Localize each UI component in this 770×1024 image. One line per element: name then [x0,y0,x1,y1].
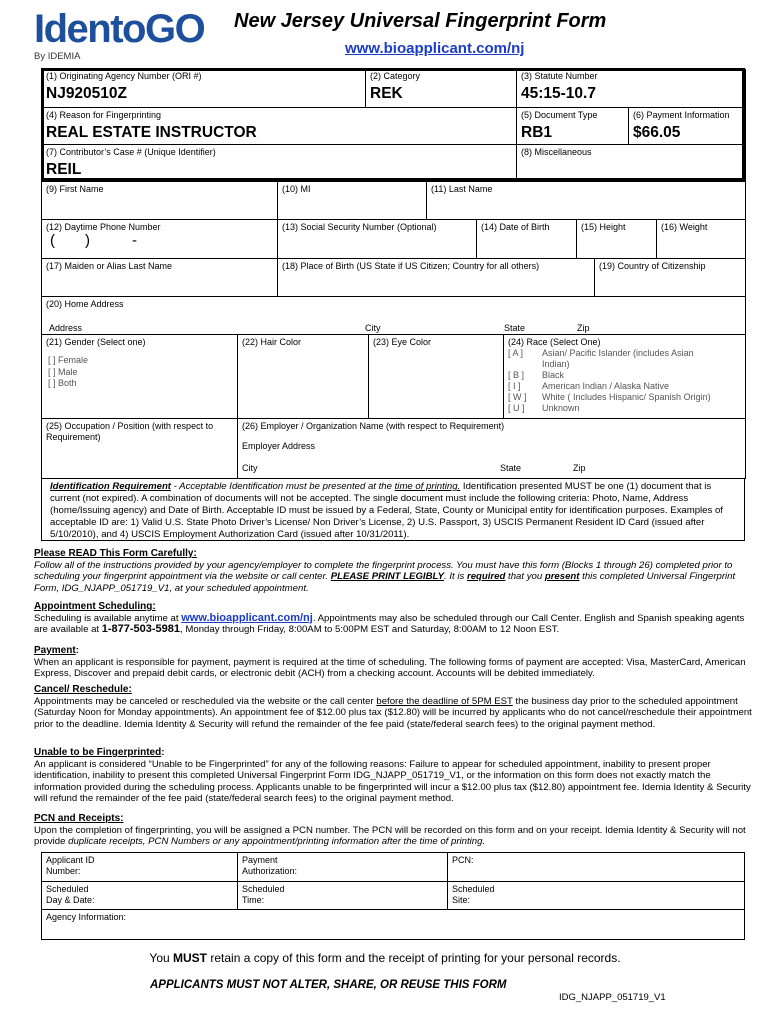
case-number-label: (7) Contributor’s Case # (Unique Identifier) [46,147,216,157]
form-title: New Jersey Universal Fingerprint Form [234,10,607,32]
mi-label: (10) MI [282,184,311,194]
citizenship-field[interactable] [595,259,746,297]
unable-section: Unable to be Fingerprinted: An applicant is considered “Unable to be Fingerprinted” for any of the following reasons: Failure to appear for scheduled appointment, inability to present proper identification, inability to present this completed Universal Fingerprint Form IDG_NJAPP_051719_V1, or the information on this form does not exactly match the information provided during the scheduling process. Applicants unable to be fingerprinted will incur a $12.00 plus tax ($12.80) appointment fee. Idemia Identity & Security will refund the remainder of the fee paid (state/federal search fees) to the original payment method. [34,747,751,804]
employer-city-label: City [242,463,258,473]
pcn-text-1: Upon the completion of fingerprinting, you will be assigned a PCN number. The PCN will be recorded on this form and on your receipt. Idemia Identity & Security will not provide [34,824,746,847]
pcn-heading: PCN and Receipts: [34,813,124,824]
payment-info-label: (6) Payment Information [633,110,730,120]
payment-auth-cell[interactable]: Payment Authorization: [238,853,448,882]
hair-color-field[interactable] [238,335,369,419]
unable-text: An applicant is considered “Unable to be Fingerprinted” for any of the following reasons: Failure to appear for scheduled appointment, inability to present proper identification, inability to present this completed Universal Fingerprint Form IDG_NJAPP_051719_V1, or the information on this form does not exactly match the information provided during the scheduling process. Applicants unable to be fingerprinted will incur a $12.00 plus tax ($12.80) appointment fee. Idemia Identity & Security will refund the remainder of the fee paid (state/federal search fees) to the original payment method. [34,758,751,804]
id-requirement-text-2: Identification presented MUST be one (1) document that is current (not expired). A combination of documents will not be accepted. The single document must include the following criteria: Photo, Name, Address (home/Issuing agency) and Date of Birth. Acceptable ID must be issued by a Federal, State, County or Municipal entity for identification purposes. Examples of acceptable ID are: 1) Valid U.S. State Photo Driver’s License/ Non Driver’s License, 2) U.S. Passport, 3) USCIS Permanent Resident ID Card (issued after 5/10/2010), and 4) USCIS Employment Authorization Card (issued after 10/31/2011). [50,481,723,540]
race-option-american-indian[interactable]: [ I ] American Indian / Alaska Native [508,381,670,391]
read-carefully-text-1: Follow all of the instructions provided by your agency/employer to complete the fingerprint process. You must have this form (Blocks 1 through 26) completed prior to scheduling your fingerprint appointment via the website or call center. [34,559,733,582]
cancel-deadline: before the deadline of 5PM EST [376,695,513,707]
first-name-field[interactable] [42,182,278,220]
logo-by-line: By IDEMIA [34,51,81,62]
case-number-value: REIL [46,161,82,178]
office-use-table [41,852,745,940]
appointment-section [34,601,752,636]
employer-state-label: State [500,463,522,473]
doc-type-value: RB1 [521,124,553,141]
gender-option-female[interactable]: [ ] Female [48,355,89,365]
id-requirement-text-1: - Acceptable Identification must be presented at the [171,481,395,492]
doc-type-field [517,108,629,145]
gender-option-male[interactable]: [ ] Male [48,366,78,377]
employer-label: (26) Employer / Organization Name (with respect to Requirement) [242,421,505,431]
maiden-name-field[interactable] [42,259,278,297]
scheduled-site-cell[interactable]: Scheduled Site: [448,882,744,910]
weight-label: (16) Weight [661,222,708,232]
agency-info-cell[interactable]: Agency Information: [46,912,127,922]
employer-address-label: Employer Address [242,441,316,451]
dob-label: (14) Date of Birth [481,222,550,232]
last-name-field[interactable] [427,182,746,220]
race-option-asian-cont: Indian) [542,359,570,369]
identogo-logo [34,8,214,63]
height-field[interactable] [577,220,657,259]
applicant-id-cell[interactable]: Applicant ID Number: [42,853,238,882]
birth-place-field[interactable] [278,259,595,297]
race-option-unknown[interactable]: [ U ] Unknown [508,403,580,413]
read-carefully-text-2: . It is [444,571,467,582]
cancel-text-1: Appointments may be canceled or rescheduled via the website or the call center [34,695,377,707]
employer-field[interactable] [238,419,746,479]
home-address-field[interactable] [42,297,746,335]
no-alter-notice: APPLICANTS MUST NOT ALTER, SHARE, OR REUSE THIS FORM [150,979,507,991]
weight-field[interactable] [657,220,746,259]
header-url-link[interactable]: www.bioapplicant.com/nj [345,40,525,57]
race-option-white[interactable]: [ W ] White ( Includes Hispanic/ Spanish Origin) [508,392,711,402]
employer-zip-label: Zip [573,463,586,473]
last-name-label: (11) Last Name [431,184,493,194]
occupation-field[interactable] [42,419,238,479]
phone-open-paren: ( [50,232,55,249]
appointment-text-3: , Monday through Friday, 8:00AM to 5:00PM EST and Saturday, 8:00AM to 12 Noon EST. [180,624,560,635]
id-requirement-box [41,478,745,541]
statute-value: 45:15-10.7 [521,85,596,102]
call-center-phone: 1-877-503-5981 [101,623,181,635]
cancel-section [34,684,752,730]
gender-label: (21) Gender (Select one) [46,337,146,347]
mi-field[interactable] [278,182,427,220]
maiden-name-label: (17) Maiden or Alias Last Name [46,261,173,271]
pcn-section [34,813,752,848]
citizenship-label: (19) Country of Citizenship [599,261,706,271]
occupation-label: (25) Occupation / Position (with respect to Requirement) [46,421,214,442]
applicant-info-box [41,181,745,478]
reason-value: REAL ESTATE INSTRUCTOR [46,124,257,141]
address-sublabel: Address [49,323,83,333]
first-name-label: (9) First Name [46,184,104,194]
payment-info-value: $66.05 [633,124,681,141]
appointment-text-1: Scheduling is available anytime at [34,612,182,624]
eye-color-label: (23) Eye Color [373,337,432,347]
city-sublabel: City [365,323,381,333]
phone-dash: - [132,232,137,249]
phone-field[interactable] [42,220,278,259]
read-carefully-text-3: that you [505,571,545,582]
hair-color-label: (22) Hair Color [242,337,302,347]
ori-value: NJ920510Z [46,85,128,102]
reason-label: (4) Reason for Fingerprinting [46,110,162,120]
appointment-text-2: . Appointments may also be scheduled through our Call Center. English and Spanish speaking agents are available at [34,612,745,635]
gender-option-both[interactable]: [ ] Both [48,378,77,388]
home-address-label: (20) Home Address [46,299,124,309]
misc-field [517,145,746,182]
retain-copy-notice: You MUST retain a copy of this form and the receipt of printing for your personal records. [149,951,621,965]
appointment-link[interactable]: www.bioapplicant.com/nj [181,611,313,624]
gender-field [42,335,238,419]
id-requirement-time: time of printing. [394,481,461,492]
category-label: (2) Category [370,71,421,81]
race-label: (24) Race (Select One) [508,337,601,347]
read-carefully-section [34,548,752,594]
category-value: REK [370,85,403,102]
pcn-cell[interactable]: PCN: [448,853,744,882]
agency-info-box [41,68,745,181]
category-field [366,69,517,108]
logo-text: IdentoGO [34,7,205,51]
reason-field [42,108,517,145]
id-requirement-heading: Identification Requirement [50,481,171,492]
scheduled-day-cell[interactable]: Scheduled Day & Date: [42,882,238,910]
eye-color-field[interactable] [369,335,504,419]
phone-label: (12) Daytime Phone Number [46,222,161,232]
height-label: (15) Height [581,222,626,232]
birth-place-label: (18) Place of Birth (US State if US Citizen; Country for all others) [282,261,540,271]
phone-close-paren: ) [85,232,90,249]
payment-section: Payment: When an applicant is responsible for payment, payment is required at the time of scheduling. The following forms of payment are accepted: Visa, MasterCard, American Express, Discover and prepaid debit cards, or electronic debit (ACH) from a checking account. Accounts will be debited immediately. [34,645,752,680]
appointment-heading: Appointment Scheduling: [34,601,156,612]
payment-info-field [629,108,746,145]
payment-text: When an applicant is responsible for payment, payment is required at the time of scheduling. The following forms of payment are accepted: Visa, MasterCard, American Express, Discover and prepaid debit cards, or electronic debit (ACH) from a checking account. Accounts will be debited immediately. [34,656,746,679]
form-id-code: IDG_NJAPP_051719_V1 [559,992,666,1003]
misc-label: (8) Miscellaneous [521,147,592,157]
unable-heading: Unable to be Fingerprinted [34,747,162,758]
doc-type-label: (5) Document Type [521,110,598,120]
present-word: present [544,571,580,582]
read-carefully-text-4: this completed Universal Fingerprint Form, IDG_NJAPP_051719_V1, at your scheduled appointment. [34,571,736,594]
ori-label: (1) Originating Agency Number (ORI #) [46,71,202,81]
statute-field [517,69,746,108]
print-legibly: PLEASE PRINT LEGIBLY [330,571,445,582]
statute-label: (3) Statute Number [521,71,598,81]
scheduled-time-cell[interactable]: Scheduled Time: [238,882,448,910]
required-word: required [466,571,506,582]
zip-sublabel: Zip [577,323,590,333]
race-option-asian[interactable]: [ A ] Asian/ Pacific Islander (includes Asian [508,348,694,358]
race-option-black[interactable]: [ B ] Black [508,370,565,380]
payment-heading: Payment [34,645,76,656]
race-field [504,335,746,419]
cancel-text-2: the business day prior to the scheduled appointment (Saturday Noon for Monday appointments). An appointment fee of $12.00 plus tax ($12.80) will be incurred by applicants who do not cancel/reschedule their appointment prior to the deadline. Idemia Identity & Security will refund the remainder of the fee paid (state/federal search fees) to the original payment method. [34,695,752,730]
dob-field[interactable] [477,220,577,259]
case-number-field [42,145,517,182]
read-carefully-heading: Please READ This Form Carefully: [34,548,197,559]
ori-field [42,69,366,108]
state-sublabel: State [504,323,526,333]
cancel-heading: Cancel/ Reschedule: [34,684,132,695]
pcn-text-italic: duplicate receipts, PCN Numbers or any appointment/printing information after the time of printing. [68,836,486,847]
ssn-field[interactable] [278,220,477,259]
ssn-label: (13) Social Security Number (Optional) [282,222,437,232]
